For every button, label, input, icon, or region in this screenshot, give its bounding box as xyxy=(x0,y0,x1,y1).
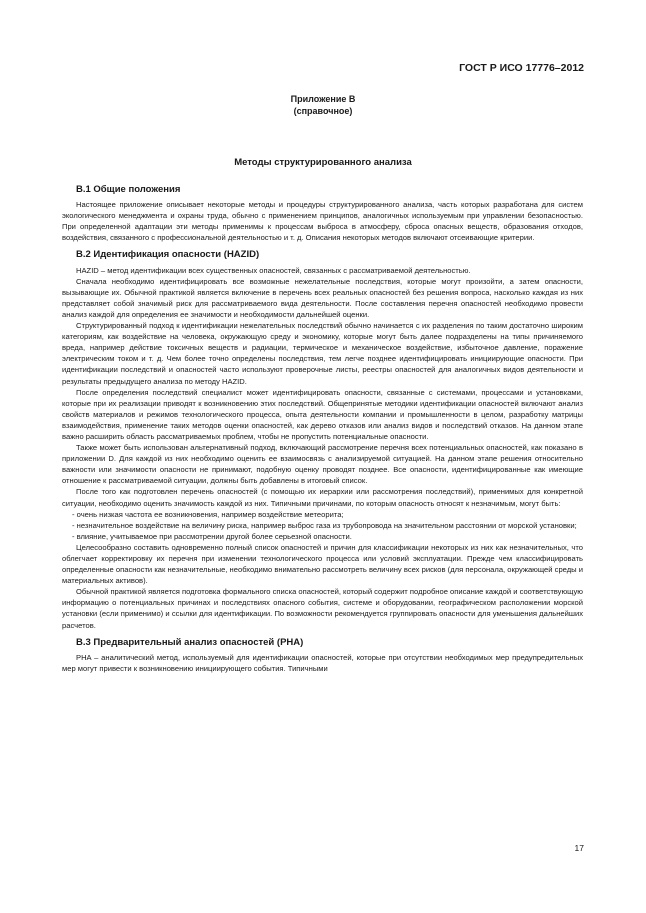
document-body xyxy=(62,184,583,674)
document-code: ГОСТ Р ИСО 17776–2012 xyxy=(459,62,584,74)
paragraph: Сначала необходимо идентифицировать все возможные нежелательные последствия, которые могут произойти, а затем опасности, вызывающие их. Обычной практикой является включение в перечень всех реальных опасностей без решения вопроса, насколько каждая из них представляет собой значимый риск для рассматриваемого вида деятельности. После составления перечня опасностей необходимо провести анализ каждой для определения ее значимости и необходимости дальнейшей оценки. xyxy=(62,276,583,319)
paragraph: Целесообразно составить одновременно полный список опасностей и причин для классификации некоторых из них как незначительных, что облегчает корректировку их перечня при изменении технологического процесса или условий эксплуатации. Прежде чем классифицировать определенные опасности как незначительные, необходимо внимательно рассмотреть величину всех рисков (для персонала, окружающей среды и материальных активов). xyxy=(62,542,583,586)
list-item: - незначительное воздействие на величину риска, например выброс газа из трубопровода на значительном расстоянии от морской установки; xyxy=(72,520,577,530)
list-item: - влияние, учитываемое при рассмотрении другой более серьезной опасности. xyxy=(72,531,352,541)
paragraph: После того как подготовлен перечень опасностей (с помощью их иерархии или рассмотрения последствий), применимых для конкретной ситуации, необходимо оценить значимость каждой из них. Типичными причинами, по которым опасность относят к незначимым, могут быть: xyxy=(62,487,583,508)
paragraph: После определения последствий специалист может идентифицировать опасности, связанные с системами, процессами и установками, которые при их реализации приводят к возникновению этих последствий. Общепринятые методики идентификации опасностей включают анализ свойств материалов и режимов технологического процесса, опыта деятельности компании и промышленности в целом, разработку матрицы взаимодействия, применение таких методов оценки опасностей, как дерево отказов или анализ видов и последствий отказов. На данном этапе важно расширить область рассматриваемых проблем, чтобы не пропустить потенциальные опасности. xyxy=(62,387,583,441)
page-number: 17 xyxy=(574,843,584,853)
paragraph: Также может быть использован альтернативный подход, включающий рассмотрение перечня всех потенциальных опасностей, как показано в приложении D. Для каждой из них необходимо оценить ее взаимосвязь с анализируемой ситуацией. На данном этапе решения относительно важности или значимости опасности не принимают, подобную оценку проводят позднее. Все опасности, идентифицированные как имеющие отношение к рассматриваемой ситуации, должны быть добавлены в итоговый список. xyxy=(62,443,583,486)
annex-label: Приложение В xyxy=(290,94,356,104)
paragraph: Структурированный подход к идентификации нежелательных последствий обычно начинается с их разделения по таким достаточно широким категориям, как воздействие на человека, окружающую среду и экономику, которые могут быть далее подразделены на типы причиняемого вреда, например действие токсичных веществ и радиации, термическое и механическое воздействие, избыточное давление, поражение электрическим током и т. д. Чем более точно определены последствия, тем легче позднее идентифицировать инициирующие опасности. При идентификации последствий и опасностей часто используют проверочные листы, реестры опасностей для аналогичных видов деятельности и результаты предыдущего анализа по методу HAZID. xyxy=(62,321,583,386)
page-title: Методы структурированного анализа xyxy=(234,157,412,168)
paragraph: Настоящее приложение описывает некоторые методы и процедуры структурированного анализа, часть которых разработана для систем экологического менеджмента и охраны труда, обычно с применением принципов, аналогичных используемым при управлении безопасностью. При определенной адаптации эти методы применимы к процессам выброса в атмосферу, сброса опасных веществ, образования отходов, воздействия, связанного с профессиональной деятельностью и т. д. Описания некоторых методов включают отсеивающие критерии. xyxy=(62,200,583,243)
paragraph: Обычной практикой является подготовка формального списка опасностей, который содержит подробное описание каждой и соответствующую информацию о потенциальных причинах и последствиях опасного события, системе и оборудовании, географическом расположении морской установки (если применимо) и ссылки для идентификации. По возможности рекомендуется группировать опасности для уменьшения дальнейших расчетов. xyxy=(62,587,583,630)
annex-title xyxy=(0,93,646,117)
section-heading-b1: В.1 Общие положения xyxy=(76,184,181,195)
paragraph: PHA – аналитический метод, используемый для идентификации опасностей, которые при отсутствии необходимых мер предупредительных мер могут привести к возникновению инициирующего события. Типичными xyxy=(62,652,583,673)
list-item: - очень низкая частота ее возникновения, например воздействие метеорита; xyxy=(72,509,344,519)
section-heading-b2: В.2 Идентификация опасности (HAZID) xyxy=(76,249,260,261)
section-heading-b3: В.3 Предварительный анализ опасностей (PHA) xyxy=(76,636,304,648)
paragraph: HAZID – метод идентификации всех существенных опасностей, связанных с рассматриваемой деятельностью. xyxy=(76,265,471,275)
annex-subtitle: (справочное) xyxy=(293,106,353,116)
